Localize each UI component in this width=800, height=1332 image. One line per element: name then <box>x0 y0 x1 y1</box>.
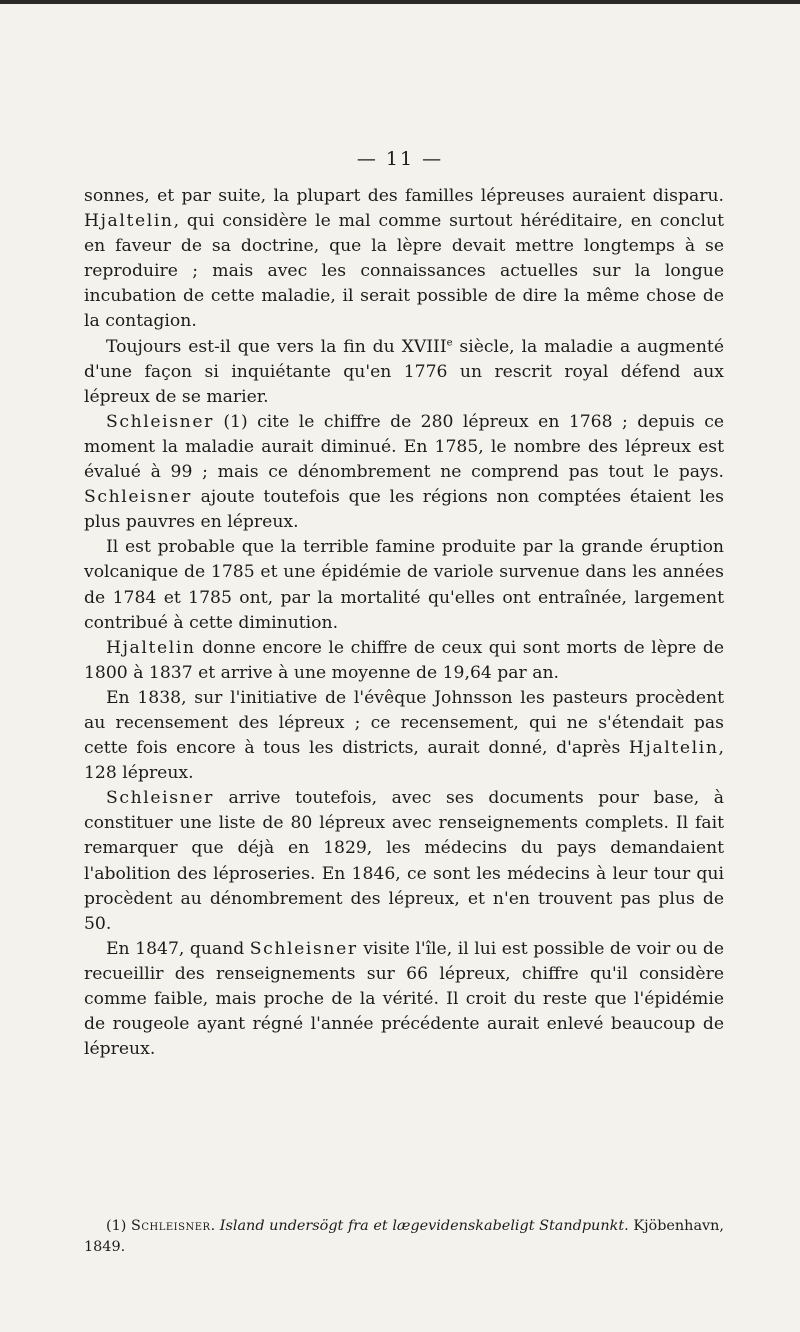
paragraph-7 <box>84 786 724 937</box>
author-name: Hjaltelin <box>106 637 196 658</box>
footnote-author: Schleisner <box>131 1218 211 1234</box>
p1-text: sonnes, et par suite, la plupart des familles lépreuses auraient disparu. <box>84 186 724 206</box>
paragraph-5 <box>84 636 724 686</box>
paragraph-6 <box>84 686 724 786</box>
p8-text-a: En 1847, quand <box>106 938 250 959</box>
century-superscript: e <box>446 336 453 348</box>
author-name: Schleisner <box>106 788 214 809</box>
p1-rest: , qui considère le mal comme surtout héréditaire, en conclut en faveur de sa doctrine, que la lèpre devait mettre longtemps à se reproduire ; mais avec les connaissances actuelles sur la longue incubation de cette maladie, il serait possible de dire la même chose de la contagion. <box>84 211 724 332</box>
page-number: — 11 — <box>356 148 444 170</box>
p3-text-a: (1) cite le chiffre de 280 lépreux en 1768 ; depuis ce moment la maladie aurait diminué. En 1785, le nombre des lépreux est évalué à 99 ; mais ce dénombrement ne comprend pas tout le pays. <box>84 411 724 483</box>
footnote <box>84 1216 724 1258</box>
p2-text-b: siècle, la maladie a augmenté d'une façon si inquiétante qu'en 1776 un rescrit royal défend aux lépreux de se marier. <box>84 336 724 407</box>
author-name: Schleisner <box>106 411 214 432</box>
footnote-text <box>84 1216 724 1258</box>
footnote-rest: . Kjöbenhavn, 1849. <box>84 1218 725 1255</box>
body-text <box>84 184 724 1062</box>
footnote-number: (1) <box>106 1218 132 1234</box>
p3-text-b: ajoute toutefois que les régions non comptées étaient les plus pauvres en lépreux. <box>84 487 724 533</box>
paragraph-1 <box>84 184 724 335</box>
footnote-sep: . <box>210 1218 220 1234</box>
author-name: Hjaltelin <box>628 738 719 759</box>
author-name: Hjaltelin <box>84 211 174 232</box>
p7-text: arrive toutefois, avec ses documents pour base, à constituer une liste de 80 lépreux avec renseignements complets. Il fait remarquer que déjà en 1829, les médecins du pays demandaient l'abolition des léproseries. En 1846, ce sont les médecins à leur tour qui procèdent au dénombrement des lépreux, et n'en trouvent pas plus de 50. <box>84 788 724 934</box>
paragraph-4: Il est probable que la terrible famine produite par la grande éruption volcanique de 1785 et une épidémie de variole survenue dans les années de 1784 et 1785 ont, par la mortalité qu'elles ont entraînée, largement contribué à cette diminution. <box>84 537 724 633</box>
p5-text: donne encore le chiffre de ceux qui sont morts de lèpre de 1800 à 1837 et arrive à une moyenne de 19,64 par an. <box>84 637 724 683</box>
scan-edge <box>0 0 800 4</box>
p6-text-a: En 1838, sur l'initiative de l'évêque Johnsson les pasteurs procèdent au recensement des lépreux ; ce recensement, qui ne s'étendait pas cette fois encore à tous les districts, aurait donné, d'après <box>84 687 724 759</box>
paragraph-3 <box>84 410 724 535</box>
footnote-title: Island undersögt fra et lægevidenskabeligt Standpunkt <box>219 1218 625 1234</box>
paragraph-8 <box>84 937 724 1062</box>
p6-text-b: , 128 lépreux. <box>84 738 724 784</box>
paragraph-2 <box>84 335 724 410</box>
p8-text-b: visite l'île, il lui est possible de voir ou de recueillir des renseignements sur 66 lépreux, chiffre qu'il considère comme faible, mais proche de la vérité. Il croit du reste que l'épidémie de rougeole ayant régné l'année précédente aurait enlevé beaucoup de lépreux. <box>84 938 724 1060</box>
author-name: Schleisner <box>249 938 358 959</box>
p2-text-a: Toujours est-il que vers la fin du XVIII <box>106 336 447 357</box>
author-name: Schleisner <box>84 487 192 508</box>
